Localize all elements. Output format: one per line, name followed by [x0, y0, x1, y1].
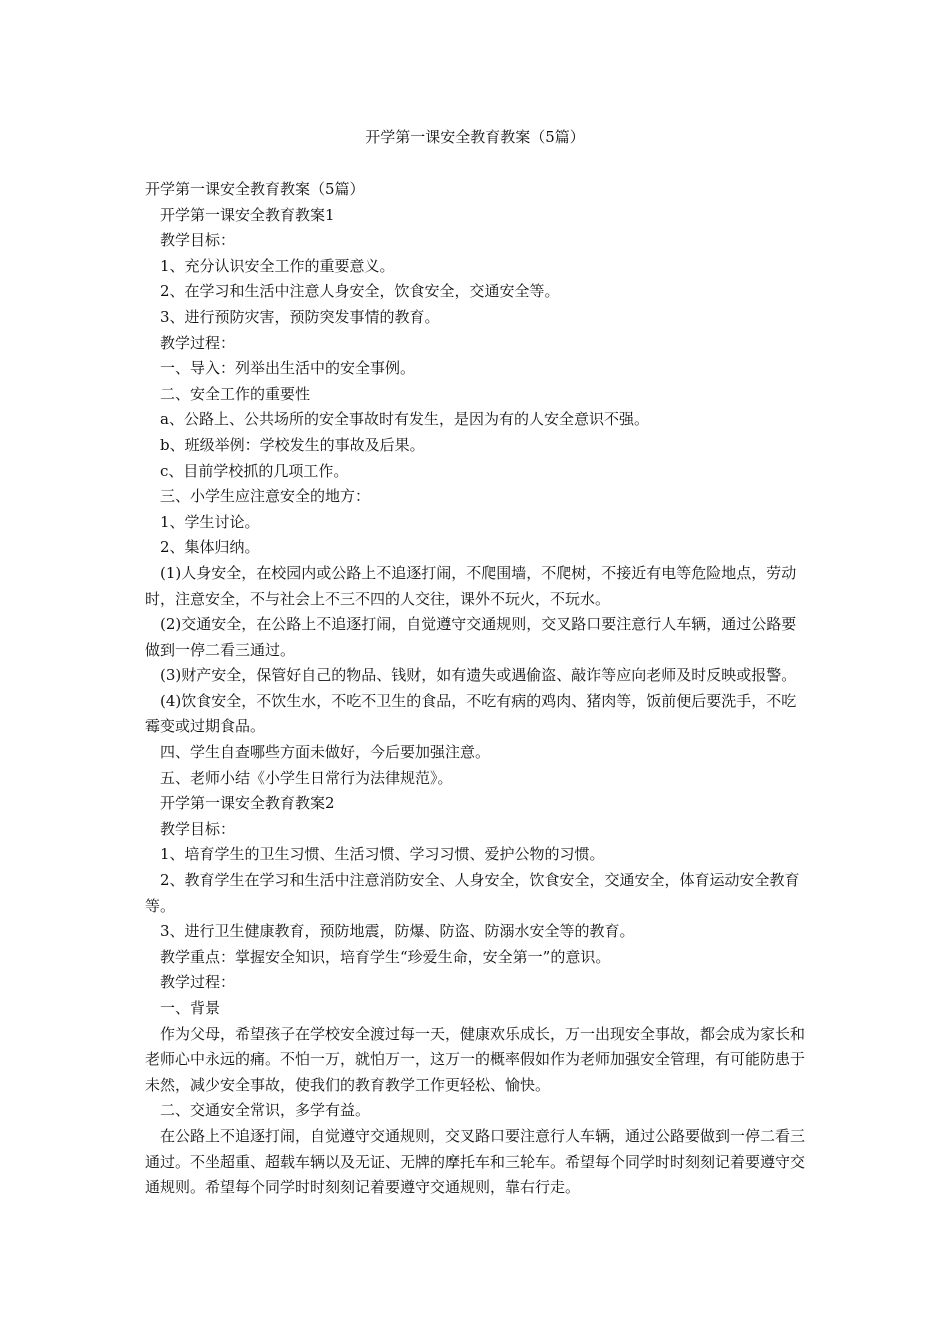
body-heading: 开学第一课安全教育教案（5篇） [145, 180, 365, 198]
paragraph: 二、安全工作的重要性 [160, 384, 311, 403]
paragraph: 在公路上不追逐打闹，自觉遵守交通规则，交叉路口要注意行人车辆，通过公路要做到一停二看三通过。不坐超重、超载车辆以及无证、无牌的摩托车和三轮车。希望每个同学时时刻刻记着要遵守交通规则。希望每个同学时时刻刻记着要遵守交通规则，靠右行走。 [145, 1126, 806, 1197]
document-body [145, 177, 810, 1201]
paragraph: 3、进行预防灾害，预防突发事情的教育。 [160, 307, 440, 326]
paragraph: 一、背景 [160, 999, 221, 1017]
paragraph: (3)财产安全，保管好自己的物品、钱财，如有遗失或遇偷盗、敲诈等应向老师及时反映或报警。 [160, 666, 797, 685]
paragraph: 2、集体归纳。 [160, 538, 260, 557]
paragraph: 2、在学习和生活中注意人身安全，饮食安全，交通安全等。 [160, 282, 560, 301]
paragraph: 教学过程： [160, 333, 236, 352]
paragraph: c、目前学校抓的几项工作。 [160, 461, 349, 480]
paragraph: a、公路上、公共场所的安全事故时有发生，是因为有的人安全意识不强。 [160, 410, 649, 429]
paragraph: 一、导入：列举出生活中的安全事例。 [160, 359, 416, 378]
document-title: 开学第一课安全教育教案（5篇） [365, 128, 585, 146]
paragraph: 三、小学生应注意安全的地方： [160, 487, 371, 506]
paragraph: 1、学生讨论。 [160, 512, 260, 531]
paragraph: 五、老师小结《小学生日常行为法律规范》。 [160, 768, 453, 787]
paragraph: 四、学生自查哪些方面未做好，今后要加强注意。 [160, 743, 491, 762]
paragraph: 3、进行卫生健康教育，预防地震，防爆、防盗、防溺水安全等的教育。 [160, 922, 635, 941]
lesson-heading-2: 开学第一课安全教育教案2 [160, 794, 335, 813]
paragraph: 教学目标： [160, 231, 236, 250]
paragraph: 1、充分认识安全工作的重要意义。 [160, 256, 395, 275]
lesson-heading-1: 开学第一课安全教育教案1 [160, 205, 335, 224]
paragraph: 教学目标： [160, 819, 236, 838]
paragraph: (4)饮食安全，不饮生水，不吃不卫生的食品，不吃有病的鸡肉、猪肉等，饭前便后要洗手，不吃霉变或过期食品。 [145, 691, 797, 736]
paragraph: 2、教育学生在学习和生活中注意消防安全、人身安全，饮食安全，交通安全，体育运动安全教育等。 [145, 871, 800, 915]
paragraph: b、班级举例：学校发生的事故及后果。 [160, 435, 425, 454]
paragraph: 1、培育学生的卫生习惯、生活习惯、学习习惯、爱护公物的习惯。 [160, 845, 605, 864]
paragraph: 二、交通安全常识，多学有益。 [160, 1101, 371, 1120]
paragraph: 作为父母，希望孩子在学校安全渡过每一天，健康欢乐成长，万一出现安全事故，都会成为家长和老师心中永远的痛。不怕一万，就怕万一，这万一的概率假如作为老师加强安全管理，有可能防患于未然，减少安全事故，使我们的教育教学工作更轻松、愉快。 [145, 1024, 806, 1094]
paragraph: 教学重点：掌握安全知识，培育学生“珍爱生命，安全第一”的意识。 [160, 947, 611, 966]
paragraph: 教学过程： [160, 973, 236, 992]
paragraph: (1)人身安全，在校园内或公路上不追逐打闹，不爬围墙，不爬树，不接近有电等危险地点，劳动时，注意安全，不与社会上不三不四的人交往，课外不玩火，不玩水。 [145, 563, 797, 608]
paragraph: (2)交通安全，在公路上不追逐打闹，自觉遵守交通规则，交叉路口要注意行人车辆，通过公路要做到一停二看三通过。 [145, 615, 797, 659]
